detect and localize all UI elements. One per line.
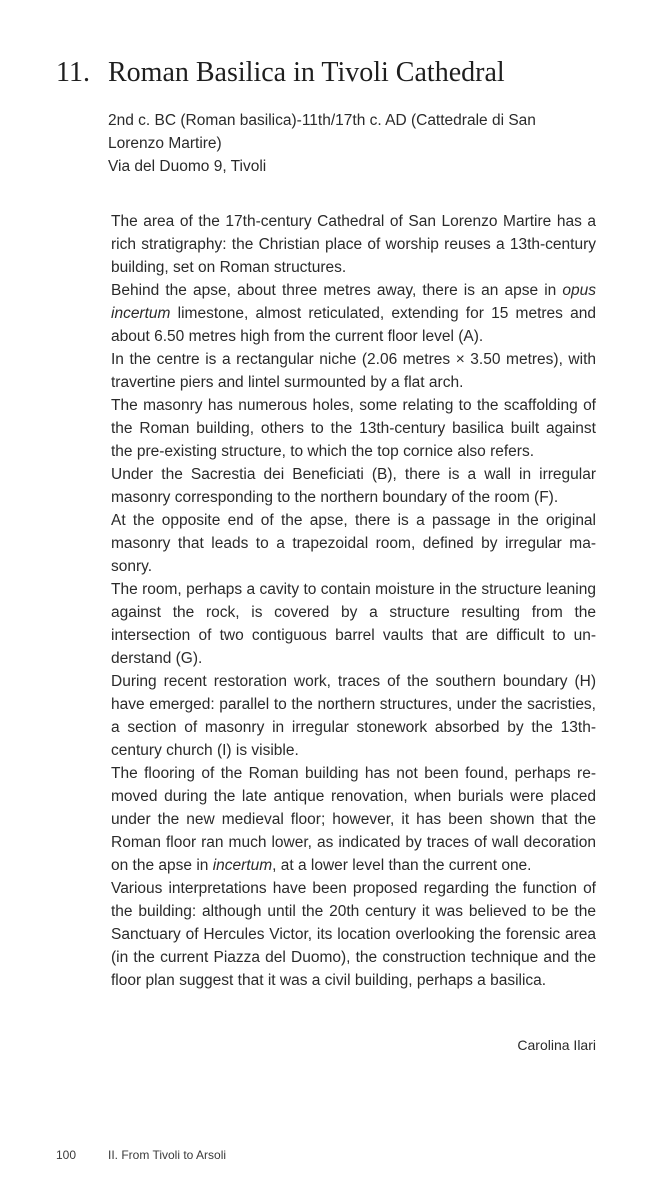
section-number: 11. — [56, 57, 90, 88]
paragraph: Under the Sacrestia dei Beneficiati (B), there is a wall in irregular masonry corresponding to the northern boundary of the room (F). — [111, 466, 596, 506]
title-text: Roman Basilica in Tivoli Cathedral — [108, 57, 505, 88]
paragraph: The room, perhaps a cavity to contain moisture in the structure leaning against the rock, is covered by a structure resulting from the intersection of two contiguous barrel vaults that are difficult to understand (G). — [111, 581, 596, 667]
paragraph: At the opposite end of the apse, there is a passage in the original masonry that leads to a trapezoidal room, defined by irregular masonry. — [111, 512, 596, 575]
italic-term: opus incertum — [111, 282, 596, 322]
address-line: Via del Duomo 9, Tivoli — [108, 158, 267, 175]
page-number: 100 — [56, 1148, 77, 1162]
page-title — [56, 56, 505, 90]
paragraph: In the centre is a rectangular niche (2.06 metres × 3.50 metres), with travertine piers and lintel surmounted by a flat arch. — [111, 351, 596, 391]
paragraph: Behind the apse, about three metres away, there is an apse in opus incertum limestone, almost reticulated, extending for 15 metres and about 6.50 metres high from the current floor level (A). — [111, 282, 596, 345]
running-section: II. From Tivoli to Arsoli — [108, 1148, 227, 1162]
paragraph: During recent restoration work, traces of the southern boundary (H) have emerged: parallel to the northern structures, under the sacristies, a section of masonry in irregular stonework absorbed by the 13th-century church (I) is visible. — [111, 673, 596, 759]
date-line-2: Lorenzo Martire) — [108, 135, 222, 152]
author-name: Carolina Ilari — [517, 1037, 596, 1053]
page-footer — [56, 1147, 226, 1163]
paragraph: The area of the 17th-century Cathedral of San Lorenzo Martire has a rich stratigraphy: the Christian place of worship reuses a 13th-century building, set on Roman structures. — [111, 213, 596, 276]
article-body — [111, 210, 596, 992]
paragraph: Various interpretations have been proposed regarding the function of the building: although until the 20th century it was believed to be the Sanctuary of Hercules Victor, its location overlooking the forensic area (in the current Piazza del Duomo), the construction technique and the floor plan suggest that it was a civil building, perhaps a basilica. — [111, 880, 596, 989]
date-line-1: 2nd c. BC (Roman basilica)-11th/17th c. AD (Cattedrale di San — [108, 112, 536, 129]
paragraph: The masonry has numerous holes, some relating to the scaffolding of the Roman building, others to the 13th-century basilica built against the pre-existing structure, to which the top cornice also refers. — [111, 397, 596, 460]
italic-term: incertum — [212, 857, 273, 874]
paragraph: The flooring of the Roman building has not been found, perhaps removed during the late antique renovation, when burials were placed under the new medieval floor; however, it has been shown that the Roman floor ran much lower, as indicated by traces of wall decoration on the apse in incertum, at a lower level than the current one. — [111, 765, 596, 874]
site-metadata — [108, 109, 598, 178]
